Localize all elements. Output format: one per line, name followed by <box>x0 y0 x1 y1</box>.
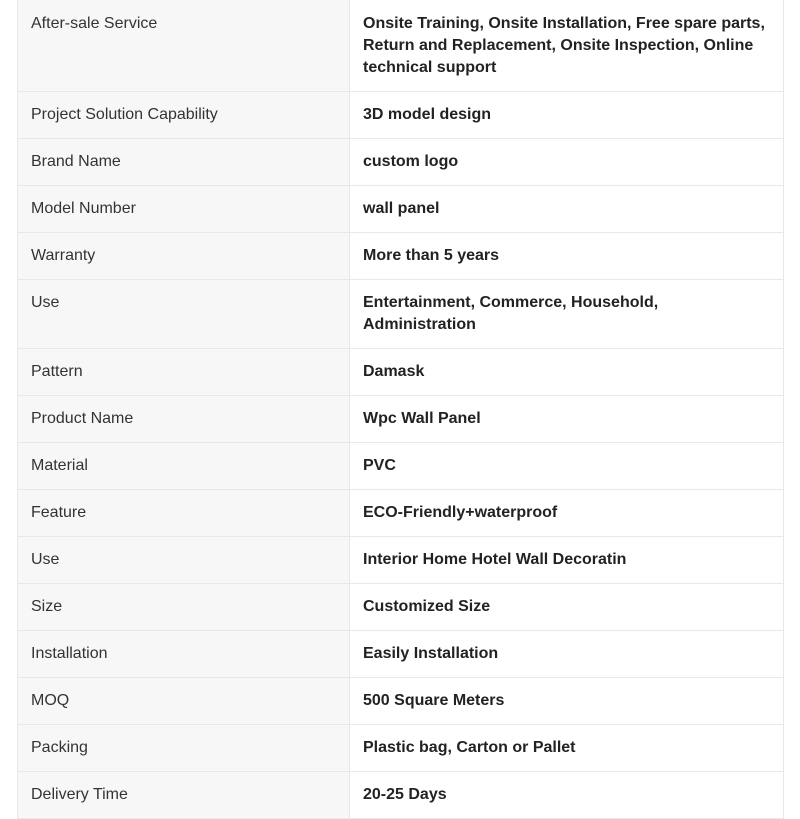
spec-label-cell <box>18 396 350 443</box>
product-spec-table <box>17 0 784 819</box>
table-row <box>18 139 784 186</box>
spec-value: Easily Installation <box>363 645 499 662</box>
spec-value: custom logo <box>363 153 459 170</box>
spec-value: Plastic bag, Carton or Pallet <box>363 739 576 756</box>
spec-label-cell <box>18 0 350 92</box>
spec-label-cell <box>18 186 350 233</box>
table-row <box>18 186 784 233</box>
spec-value-cell <box>350 280 784 349</box>
spec-value: 3D model design <box>363 106 492 123</box>
spec-value-cell <box>350 537 784 584</box>
table-row <box>18 349 784 396</box>
spec-label: After-sale Service <box>31 15 158 32</box>
table-row <box>18 233 784 280</box>
spec-label-cell <box>18 490 350 537</box>
table-row <box>18 678 784 725</box>
spec-value-cell <box>350 0 784 92</box>
spec-label-cell <box>18 537 350 584</box>
spec-label: Project Solution Capability <box>31 106 218 123</box>
spec-label-cell <box>18 772 350 819</box>
spec-value-cell <box>350 139 784 186</box>
spec-label-cell <box>18 443 350 490</box>
spec-value-cell <box>350 772 784 819</box>
spec-value-cell <box>350 92 784 139</box>
spec-value-cell <box>350 233 784 280</box>
spec-value: Onsite Training, Onsite Installation, Free spare parts, Return and Replacement, Onsite Inspection, Online technical support <box>363 15 765 76</box>
spec-label-cell <box>18 92 350 139</box>
spec-value-cell <box>350 631 784 678</box>
spec-label-cell <box>18 280 350 349</box>
spec-label: Size <box>31 598 63 615</box>
spec-label-cell <box>18 349 350 396</box>
spec-value: ECO-Friendly+waterproof <box>363 504 558 521</box>
spec-value: Wpc Wall Panel <box>363 410 481 427</box>
product-spec-table-container <box>17 0 784 819</box>
spec-label: MOQ <box>31 692 70 709</box>
spec-label-cell <box>18 678 350 725</box>
table-row <box>18 92 784 139</box>
table-row <box>18 584 784 631</box>
spec-label: Product Name <box>31 410 134 427</box>
spec-label: Feature <box>31 504 87 521</box>
spec-value-cell <box>350 490 784 537</box>
spec-value-cell <box>350 443 784 490</box>
spec-label: Pattern <box>31 363 83 380</box>
table-row <box>18 772 784 819</box>
spec-label-cell <box>18 139 350 186</box>
spec-value: wall panel <box>363 200 440 217</box>
spec-label: Use <box>31 294 60 311</box>
table-row <box>18 490 784 537</box>
spec-value-cell <box>350 186 784 233</box>
table-row <box>18 725 784 772</box>
spec-label: Delivery Time <box>31 786 128 803</box>
spec-value-cell <box>350 349 784 396</box>
table-row <box>18 631 784 678</box>
spec-value: Interior Home Hotel Wall Decoratin <box>363 551 627 568</box>
table-row <box>18 443 784 490</box>
spec-value: 20-25 Days <box>363 786 447 803</box>
spec-label: Packing <box>31 739 88 756</box>
spec-label: Warranty <box>31 247 96 264</box>
spec-label: Model Number <box>31 200 136 217</box>
table-row <box>18 0 784 92</box>
spec-value: Damask <box>363 363 425 380</box>
spec-label-cell <box>18 631 350 678</box>
table-row <box>18 396 784 443</box>
spec-value: PVC <box>363 457 396 474</box>
spec-value: Entertainment, Commerce, Household, Administration <box>363 294 659 333</box>
spec-value: More than 5 years <box>363 247 500 264</box>
spec-value-cell <box>350 725 784 772</box>
spec-label: Use <box>31 551 60 568</box>
spec-value-cell <box>350 678 784 725</box>
spec-label-cell <box>18 725 350 772</box>
spec-value: Customized Size <box>363 598 491 615</box>
spec-value-cell <box>350 396 784 443</box>
spec-label: Material <box>31 457 88 474</box>
spec-value: 500 Square Meters <box>363 692 505 709</box>
spec-label: Installation <box>31 645 108 662</box>
spec-label-cell <box>18 233 350 280</box>
spec-value-cell <box>350 584 784 631</box>
spec-label: Brand Name <box>31 153 121 170</box>
table-row <box>18 280 784 349</box>
table-row <box>18 537 784 584</box>
spec-label-cell <box>18 584 350 631</box>
